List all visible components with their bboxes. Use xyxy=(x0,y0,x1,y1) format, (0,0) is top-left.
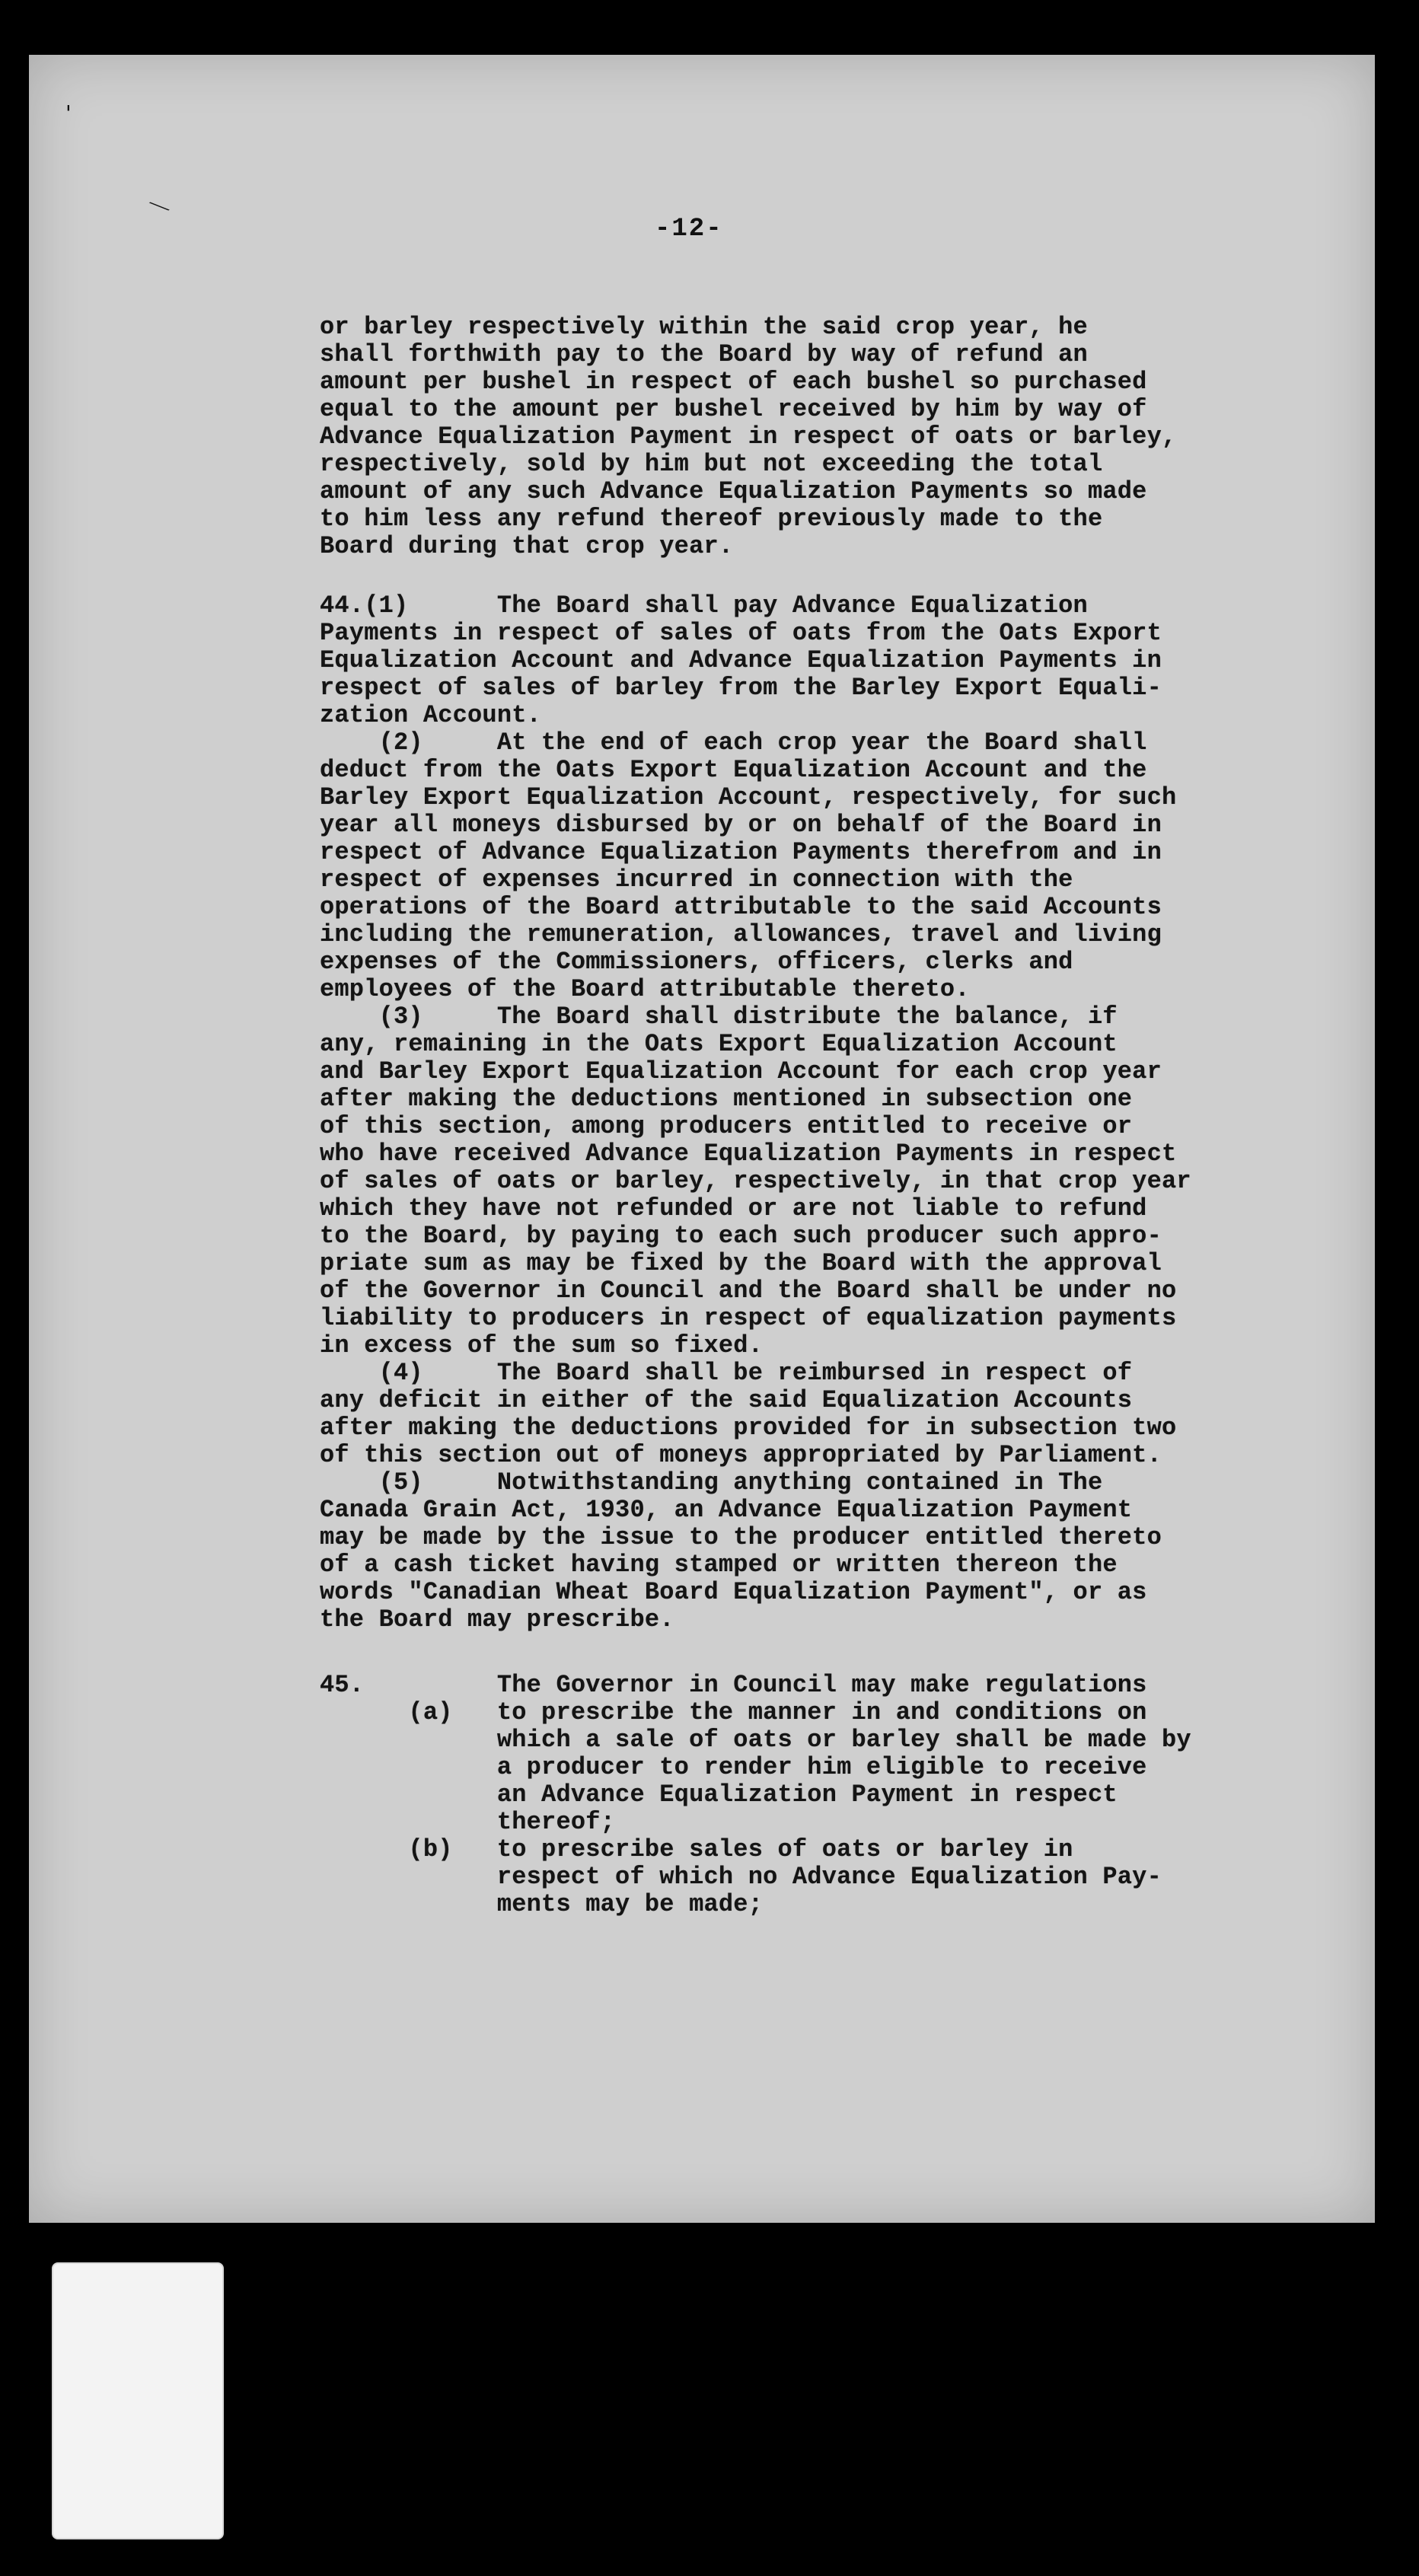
section-line: Canada Grain Act, 1930, an Advance Equalization Payment xyxy=(320,1496,1133,1524)
section-line: respect of which no Advance Equalization Pay- xyxy=(320,1863,1162,1891)
section-line: respect of sales of barley from the Barley Export Equali- xyxy=(320,674,1162,702)
paragraph-line: to him less any refund thereof previously made to the xyxy=(320,505,1103,533)
section-line: zation Account. xyxy=(320,701,542,729)
section-line: to the Board, by paying to each such producer such appro- xyxy=(320,1222,1162,1250)
paragraph-line: respectively, sold by him but not exceeding the total xyxy=(320,450,1103,478)
section-line: may be made by the issue to the producer entitled thereto xyxy=(320,1523,1162,1551)
ink-mark: ⟍ xyxy=(147,192,172,222)
section-line: respect of expenses incurred in connection with the xyxy=(320,866,1073,894)
section-line: respect of Advance Equalization Payments therefrom and in xyxy=(320,838,1162,866)
section-line: expenses of the Commissioners, officers, clerks and xyxy=(320,948,1073,976)
section-line: including the remuneration, allowances, travel and living xyxy=(320,920,1162,948)
section-line: in excess of the sum so fixed. xyxy=(320,1331,764,1360)
section-line: employees of the Board attributable thereto. xyxy=(320,975,970,1003)
section-line: (5) Notwithstanding anything contained in The xyxy=(320,1468,1103,1497)
paragraph-line: Board during that crop year. xyxy=(320,532,734,560)
section-line: which they have not refunded or are not liable to refund xyxy=(320,1194,1147,1223)
section-line: 44.(1) The Board shall pay Advance Equalization xyxy=(320,591,1088,620)
section-line: (4) The Board shall be reimbursed in respect of xyxy=(320,1359,1133,1387)
section-line: after making the deductions provided for in subsection two xyxy=(320,1414,1177,1442)
section-line: after making the deductions mentioned in subsection one xyxy=(320,1085,1133,1113)
section-line: of the Governor in Council and the Board shall be under no xyxy=(320,1277,1177,1305)
section-line: (3) The Board shall distribute the balance, if xyxy=(320,1003,1118,1031)
section-line: the Board may prescribe. xyxy=(320,1605,674,1634)
section-line: year all moneys disbursed by or on behalf of the Board in xyxy=(320,811,1162,839)
section-line: operations of the Board attributable to the said Accounts xyxy=(320,893,1162,921)
section-line: (a) to prescribe the manner in and conditions on xyxy=(320,1698,1147,1726)
section-line: any deficit in either of the said Equalization Accounts xyxy=(320,1386,1133,1414)
section-line: deduct from the Oats Export Equalization Account and the xyxy=(320,756,1147,784)
section-line: Payments in respect of sales of oats from the Oats Export xyxy=(320,619,1162,647)
section-line: Equalization Account and Advance Equalization Payments in xyxy=(320,646,1162,674)
section-line: which a sale of oats or barley shall be made by xyxy=(320,1726,1191,1754)
section-line: and Barley Export Equalization Account for each crop year xyxy=(320,1057,1162,1086)
section-line: liability to producers in respect of equalization payments xyxy=(320,1304,1177,1332)
ink-speck: ' xyxy=(65,100,72,126)
page-number: -12- xyxy=(655,215,723,244)
section-line: ments may be made; xyxy=(320,1890,764,1918)
section-line: of a cash ticket having stamped or written thereon the xyxy=(320,1551,1118,1579)
paragraph-line: equal to the amount per bushel received by him by way of xyxy=(320,395,1147,423)
section-line: 45. The Governor in Council may make regulations xyxy=(320,1671,1147,1699)
section-line: who have received Advance Equalization Payments in respect xyxy=(320,1140,1177,1168)
paragraph-line: or barley respectively within the said crop year, he xyxy=(320,313,1088,341)
white-card xyxy=(52,2262,224,2539)
section-line: an Advance Equalization Payment in respect xyxy=(320,1781,1118,1809)
section-line: (b) to prescribe sales of oats or barley in xyxy=(320,1835,1073,1863)
section-line: a producer to render him eligible to receive xyxy=(320,1753,1147,1781)
section-line: words "Canadian Wheat Board Equalization Payment", or as xyxy=(320,1578,1147,1606)
section-line: thereof; xyxy=(320,1808,616,1836)
section-line: of this section out of moneys appropriated by Parliament. xyxy=(320,1441,1162,1469)
section-line: of this section, among producers entitled to receive or xyxy=(320,1112,1133,1140)
paragraph-line: amount of any such Advance Equalization Payments so made xyxy=(320,477,1147,505)
section-line: Barley Export Equalization Account, respectively, for such xyxy=(320,783,1177,811)
section-line: priate sum as may be fixed by the Board with the approval xyxy=(320,1249,1162,1277)
paragraph-line: shall forthwith pay to the Board by way of refund an xyxy=(320,340,1088,368)
paragraph-line: amount per bushel in respect of each bushel so purchased xyxy=(320,368,1147,396)
section-line: of sales of oats or barley, respectively, in that crop year xyxy=(320,1167,1191,1195)
paragraph-line: Advance Equalization Payment in respect of oats or barley, xyxy=(320,422,1177,451)
section-line: any, remaining in the Oats Export Equalization Account xyxy=(320,1030,1118,1058)
section-line: (2) At the end of each crop year the Board shall xyxy=(320,728,1147,757)
